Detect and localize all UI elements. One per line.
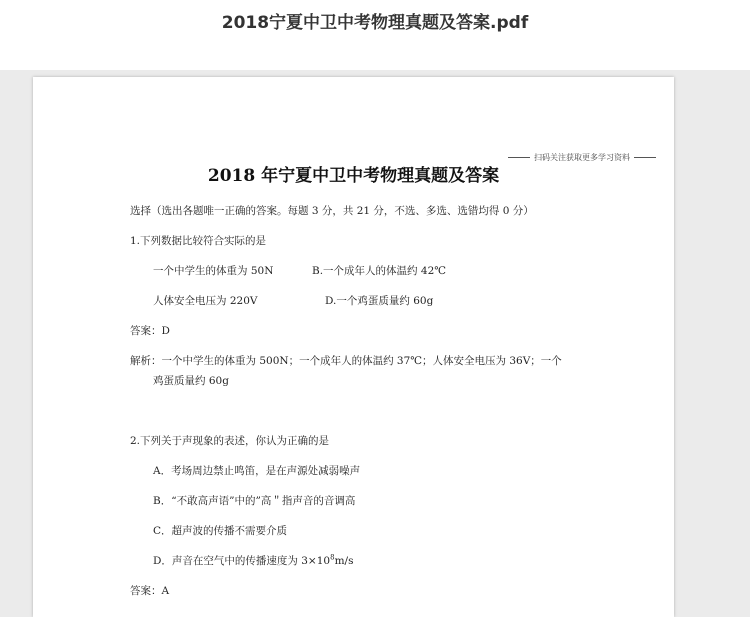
question-1-option-c: 人体安全电压为 220V — [153, 295, 258, 307]
question-2-option-d-exponent: 8 — [330, 553, 335, 562]
question-1-answer: 答案：D — [130, 325, 170, 337]
section-intro: 选择（选出各题唯一正确的答案。每题 3 分，共 21 分，不选、多选、选错均得 0 分） — [130, 205, 534, 217]
question-1-option-a: 一个中学生的体重为 50N — [153, 265, 274, 277]
question-1-option-b: B.一个成年人的体温约 42℃ — [312, 265, 446, 277]
question-2-option-d — [153, 553, 353, 568]
question-1-stem: 1.下列数据比较符合实际的是 — [130, 235, 267, 247]
question-1-option-d: D.一个鸡蛋质量约 60g — [325, 295, 434, 307]
pdf-page — [33, 77, 674, 617]
viewer-toolbar — [0, 0, 750, 70]
slogan-text: 扫码关注获取更多学习资料 — [534, 153, 630, 162]
question-2-option-a: A．考场周边禁止鸣笛，是在声源处减弱噪声 — [153, 465, 361, 477]
page-title: 2018 年宁夏中卫中考物理真题及答案 — [207, 166, 500, 186]
question-2-option-c: C．超声波的传播不需要介质 — [153, 525, 288, 537]
document-filename: 2018宁夏中卫中考物理真题及答案.pdf — [221, 13, 529, 33]
question-2-answer: 答案：A — [130, 585, 170, 597]
slogan-right-rule — [634, 157, 656, 158]
question-1-analysis-line-1: 解析：一个中学生的体重为 500N；一个成年人的体温约 37℃；人体安全电压为 36V；一个 — [130, 355, 562, 367]
question-2-option-b: B．“不敢高声语”中的”高＂指声音的音调高 — [153, 495, 356, 507]
question-1-analysis-line-2: 鸡蛋质量约 60g — [153, 375, 229, 387]
question-2-stem: 2.下列关于声现象的表述，你认为正确的是 — [130, 435, 330, 447]
question-2-option-d-text: D．声音在空气中的传播速度为 3×10 — [153, 555, 331, 567]
question-2-option-d-unit: m/s — [334, 555, 354, 567]
slogan-left-rule — [508, 157, 530, 158]
